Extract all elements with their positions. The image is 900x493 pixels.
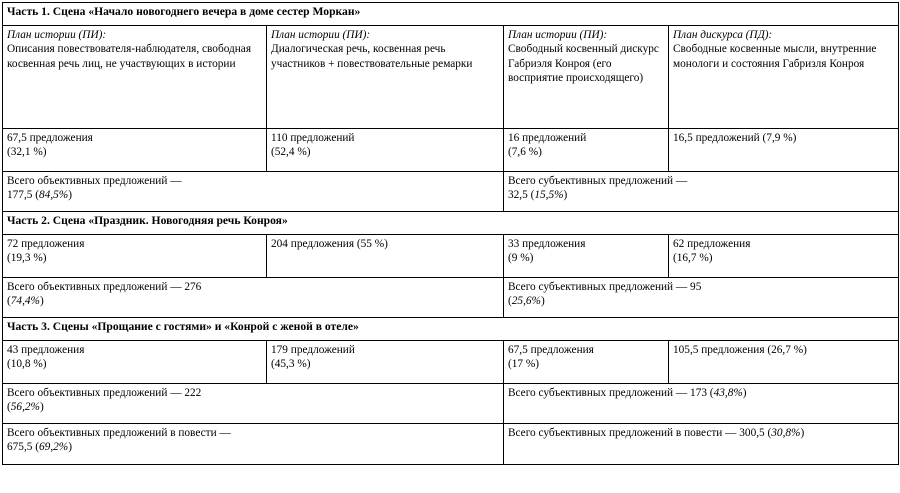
plan-label-1: План истории (ПИ): — [7, 29, 107, 41]
table-row-column-descriptions — [3, 26, 899, 129]
column-description-2 — [267, 26, 504, 129]
table-row-part1-totals — [3, 172, 899, 212]
analysis-table — [2, 2, 899, 465]
subjective-total-part1: Всего субъективных предложений — 32,5 (15,5%) — [504, 172, 899, 212]
count-part2-col1: 72 предложения (19,3 %) — [3, 235, 267, 278]
objective-total-part1-pct: 84,5% — [39, 189, 69, 202]
table-row-part2-totals — [3, 278, 899, 318]
plan-body-3: Свободный косвенный дискурс Габриэля Конроя (его восприятие происходящего) — [508, 43, 659, 85]
part-heading-3: Часть 3. Сцены «Прощание с гостями» и «Конрой с женой в отеле» — [3, 318, 899, 341]
subjective-total-part2-text: Всего субъективных предложений — 95 ( — [508, 281, 702, 308]
table-sheet — [0, 2, 900, 493]
count-part3-col1: 43 предложения (10,8 %) — [3, 341, 267, 384]
subjective-total-overall-pct: 30,8% — [771, 427, 801, 439]
column-description-4 — [669, 26, 899, 129]
table-row-part2-heading — [3, 212, 899, 235]
objective-total-part3-text: Всего объективных предложений — 222 ( — [7, 387, 202, 414]
column-description-3 — [504, 26, 669, 129]
objective-total-part3: Всего объективных предложений — 222 (56,2%) — [3, 384, 504, 424]
table-row-part2-counts — [3, 235, 899, 278]
plan-body-4: Свободные косвенные мысли, внутренние монологи и состояния Габризля Конроя — [673, 43, 877, 70]
count-part2-col2: 204 предложения (55 %) — [267, 235, 504, 278]
plan-body-2: Диалогическая речь, косвенная речь участников + повествовательные ремарки — [271, 43, 473, 70]
objective-total-part2-text: Всего объективных предложений — 276 ( — [7, 281, 202, 308]
count-part1-col3: 16 предложений (7,6 %) — [504, 129, 669, 172]
table-row-part3-totals — [3, 384, 899, 424]
count-part3-col3: 67,5 предложения (17 %) — [504, 341, 669, 384]
plan-label-4: План дискурса (ПД): — [673, 29, 773, 41]
objective-total-part2-pct: 74,4% — [10, 295, 40, 308]
count-part3-col4: 105,5 предложения (26,7 %) — [669, 341, 899, 384]
column-description-1 — [3, 26, 267, 129]
count-part3-col2: 179 предложений (45,3 %) — [267, 341, 504, 384]
subjective-total-part3-text: Всего субъективных предложений — 173 ( — [508, 387, 714, 399]
objective-total-part3-pct: 56,2% — [10, 401, 40, 414]
table-row-part3-heading — [3, 318, 899, 341]
objective-total-part1: Всего объективных предложений — 177,5 (84,5%) — [3, 172, 504, 212]
objective-total-overall-pct: 69,2% — [39, 441, 69, 454]
objective-total-overall: Всего объективных предложений в повести — 675,5 (69,2%) — [3, 424, 504, 465]
objective-total-part1-text: Всего объективных предложений — 177,5 ( — [7, 175, 182, 202]
subjective-total-part1-text: Всего субъективных предложений — 32,5 ( — [508, 175, 688, 202]
count-part2-col4: 62 предложения (16,7 %) — [669, 235, 899, 278]
objective-total-overall-text: Всего объективных предложений в повести — 675,5 ( — [7, 427, 231, 454]
count-part2-col3: 33 предложения (9 %) — [504, 235, 669, 278]
subjective-total-part2-pct: 25,6% — [511, 295, 541, 308]
subjective-total-part2: Всего субъективных предложений — 95 (25,6%) — [504, 278, 899, 318]
count-part1-col1: 67,5 предложения (32,1 %) — [3, 129, 267, 172]
objective-total-part2: Всего объективных предложений — 276 (74,4%) — [3, 278, 504, 318]
table-row-part3-counts — [3, 341, 899, 384]
table-row-part1-heading — [3, 3, 899, 26]
subjective-total-part3: Всего субъективных предложений — 173 (43,8%) — [504, 384, 899, 424]
count-part1-col4: 16,5 предложений (7,9 %) — [669, 129, 899, 172]
table-row-grand-total — [3, 424, 899, 465]
part-heading-1: Часть 1. Сцена «Начало новогоднего вечера в доме сестер Моркан» — [3, 3, 899, 26]
subjective-total-part3-pct: 43,8% — [713, 387, 743, 399]
subjective-total-overall-text: Всего субъективных предложений в повести — 300,5 ( — [508, 427, 772, 439]
part-heading-2: Часть 2. Сцена «Праздник. Новогодняя речь Конроя» — [3, 212, 899, 235]
subjective-total-overall: Всего субъективных предложений в повести — 300,5 (30,8%) — [504, 424, 899, 465]
plan-body-1: Описания повествователя-наблюдателя, свободная косвенная речь лиц, не участвующих в истории — [7, 43, 252, 70]
table-row-part1-counts — [3, 129, 899, 172]
subjective-total-part1-pct: 15,5% — [534, 189, 564, 202]
count-part1-col2: 110 предложений (52,4 %) — [267, 129, 504, 172]
plan-label-2: План истории (ПИ): — [271, 29, 371, 41]
plan-label-3: План истории (ПИ): — [508, 29, 608, 41]
